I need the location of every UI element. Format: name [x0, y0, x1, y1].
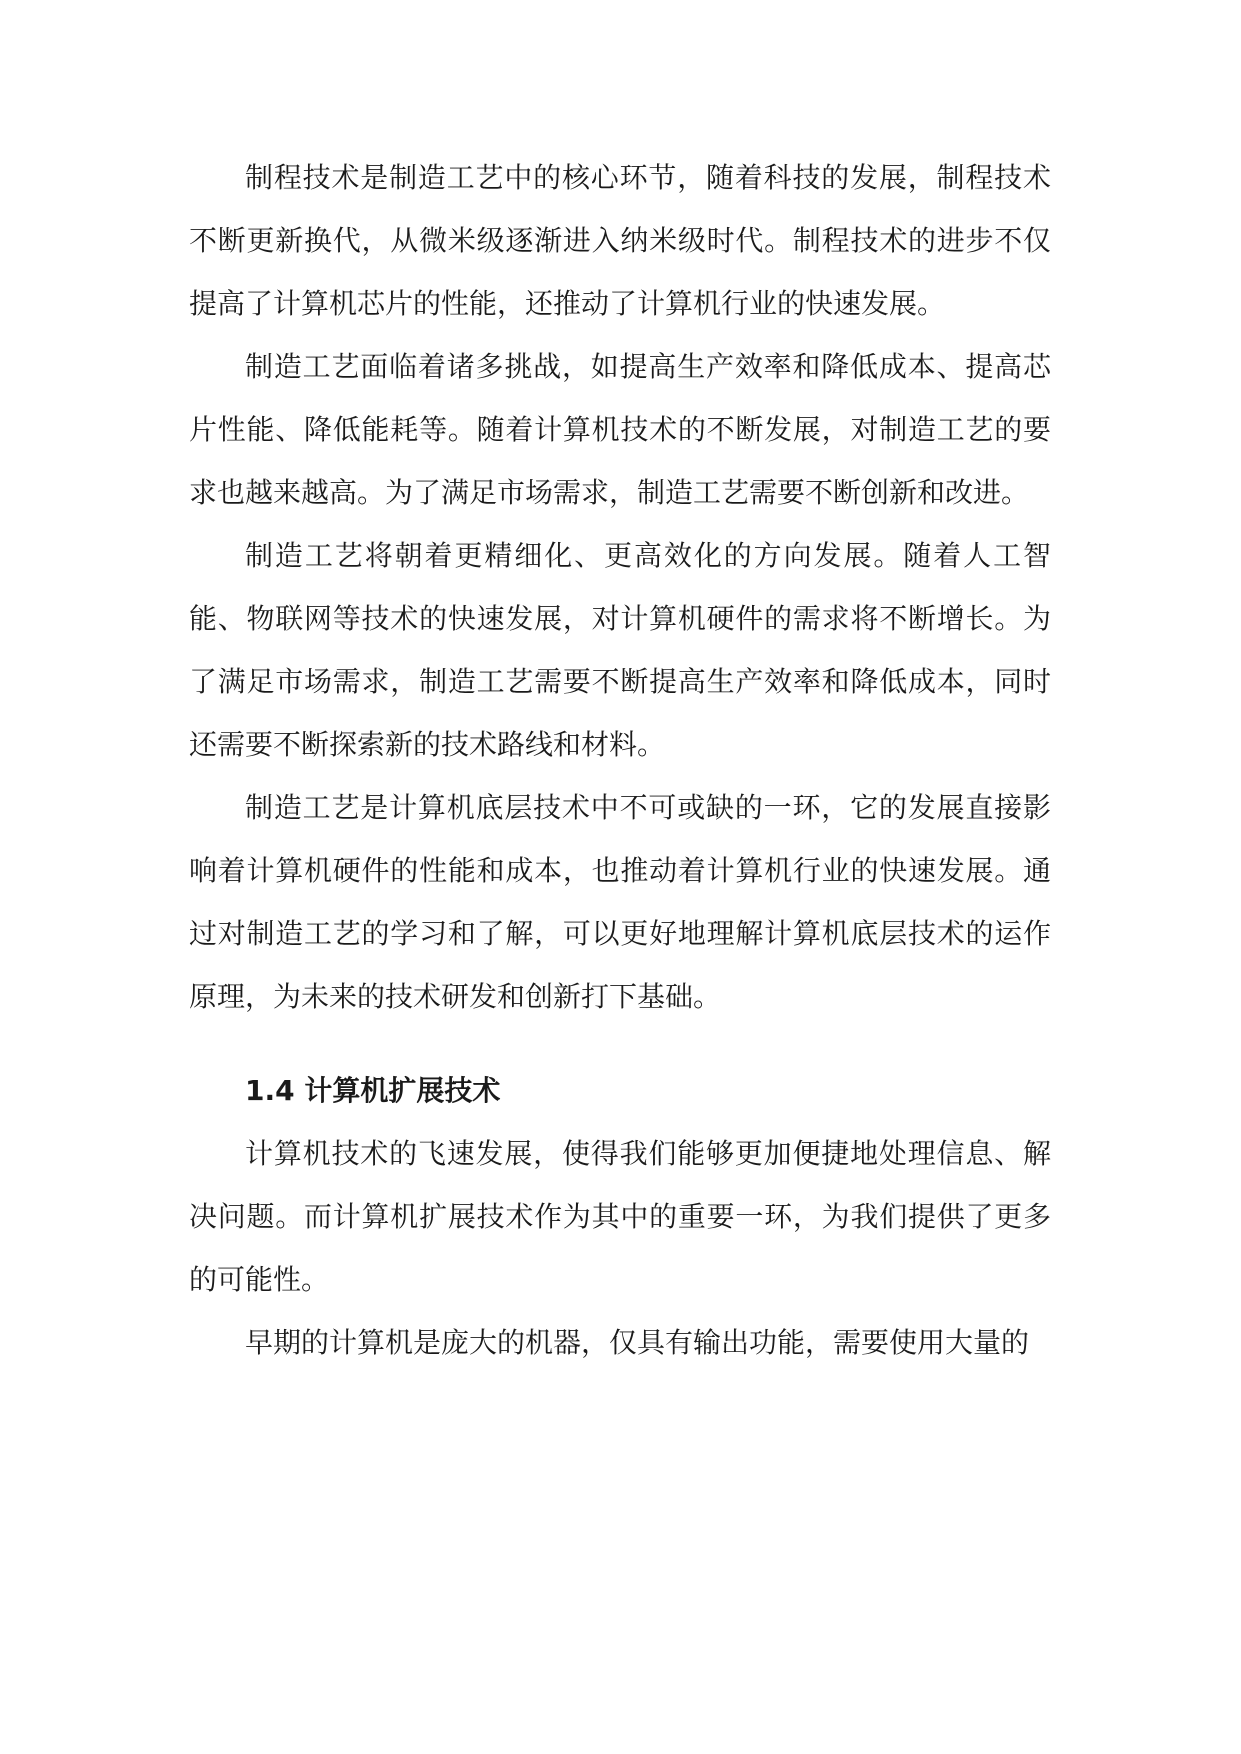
paragraph-early-computers: 早期的计算机是庞大的机器，仅具有输出功能，需要使用大量的	[245, 1326, 1030, 1359]
document-body	[189, 146, 1051, 1374]
paragraph-manufacturing-future: 制造工艺将朝着更精细化、更高效化的方向发展。随着人工智能、物联网等技术的快速发展，对计算机硬件的需求将不断增长。为了满足市场需求，制造工艺需要不断提高生产效率和降低成本，同时还需要不断探索新的技术路线和材料。	[189, 539, 1051, 761]
section-heading: 1.4 计算机扩展技术	[245, 1074, 501, 1107]
paragraph-process-technology: 制程技术是制造工艺中的核心环节，随着科技的发展，制程技术不断更新换代，从微米级逐渐进入纳米级时代。制程技术的进步不仅提高了计算机芯片的性能，还推动了计算机行业的快速发展。	[189, 161, 1051, 320]
paragraph-manufacturing-challenges: 制造工艺面临着诸多挑战，如提高生产效率和降低成本、提高芯片性能、降低能耗等。随着计算机技术的不断发展，对制造工艺的要求也越来越高。为了满足市场需求，制造工艺需要不断创新和改进。	[189, 350, 1051, 509]
paragraph-manufacturing-importance: 制造工艺是计算机底层技术中不可或缺的一环，它的发展直接影响着计算机硬件的性能和成本，也推动着计算机行业的快速发展。通过对制造工艺的学习和了解，可以更好地理解计算机底层技术的运作原理，为未来的技术研发和创新打下基础。	[189, 791, 1051, 1013]
paragraph-expansion-intro: 计算机技术的飞速发展，使得我们能够更加便捷地处理信息、解决问题。而计算机扩展技术作为其中的重要一环，为我们提供了更多的可能性。	[189, 1137, 1051, 1296]
